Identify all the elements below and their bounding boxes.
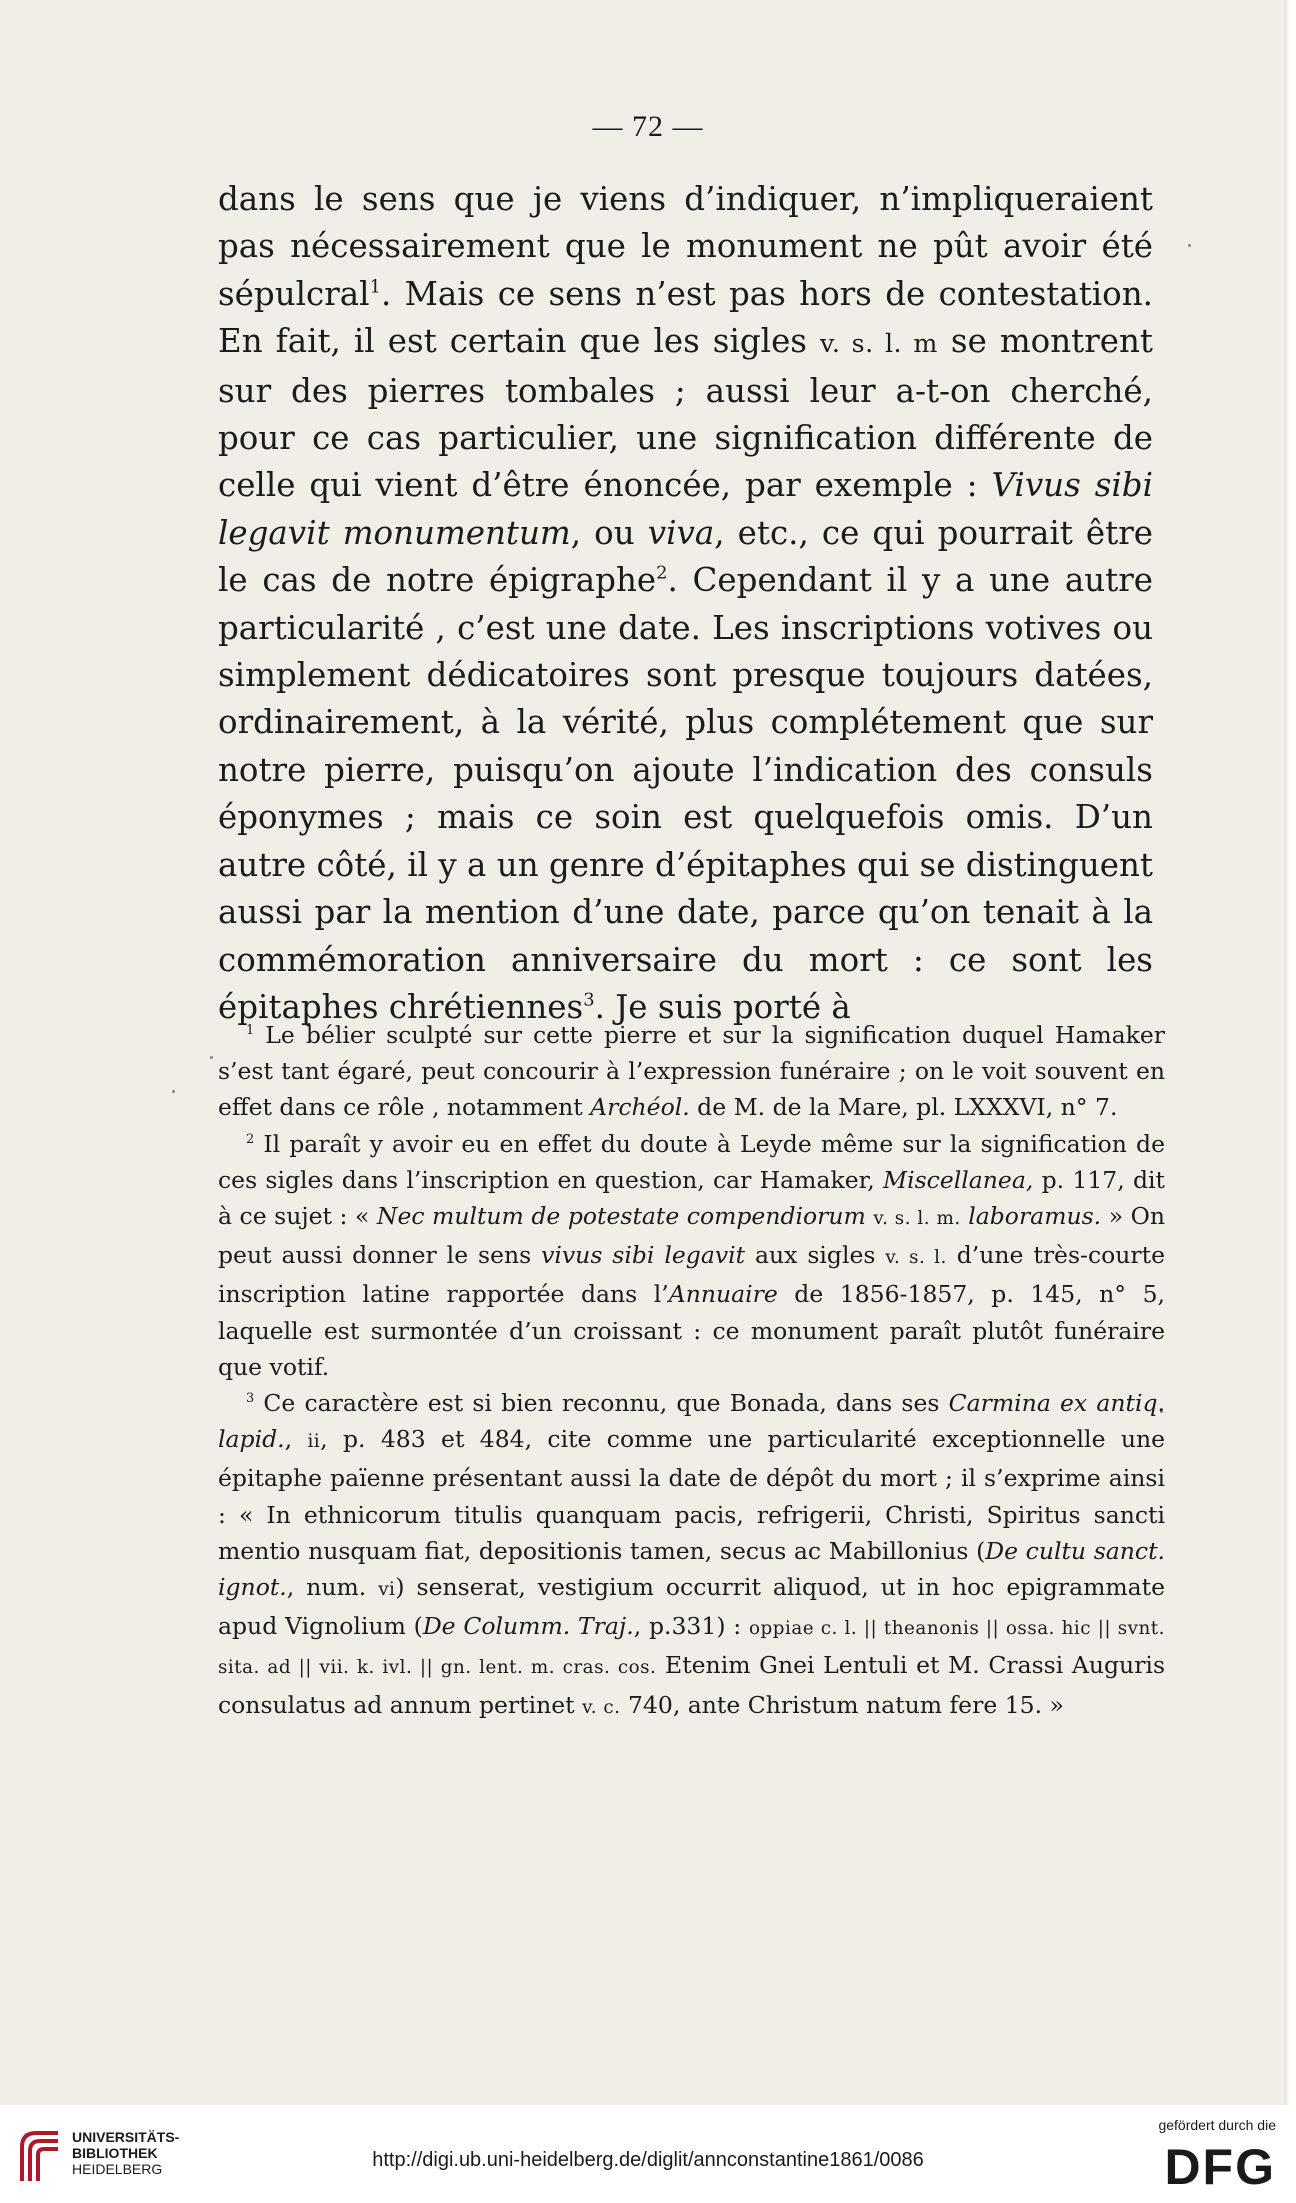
scan-speck: [172, 1090, 175, 1093]
footnote-1: $^1$ Le bélier sculpté sur cette pierre et sur la signification duquel Hamaker s’est tant égaré, peut concourir à l’expression funéraire ; on le voit souvent en effet dans ce rôle , notamment Archéol. de M. de la Mare, pl. LXXXVI, n° 7.: [218, 1021, 1165, 1122]
scan-speck: [1188, 244, 1191, 247]
page-number: — 72 —: [592, 110, 704, 143]
footnote-3: $^3$ Ce caractère est si bien reconnu, que Bonada, dans ses Carmina ex antiq. lapid., ii, p. 483 et 484, cite comme une particularité exceptionnelle une épitaphe païenne présentant aussi la date de dépôt du mort ; il s’exprime ainsi : « In ethnicorum titulis quanquam pacis, refrigerii, Christi, Spiritus sancti mentio nusquam fiat, depositionis tamen, secus ac Mabillonius (De cultu sanct. ignot., num. vi) senserat, vestigium occurrit aliquod, ut in hoc epigrammate apud Vignolium (De Columm. Traj., p.331) : oppiae c. l. || theanonis || ossa. hic || svnt. sita. ad || vii. k. ivl. || gn. lent. m. cras. cos. Etenim Gnei Lentuli et M. Crassi Auguris consulatus ad annum pertinet v. c. 740, ante Christum natum fere 15. »: [218, 1389, 1166, 1719]
page-edge: [1284, 0, 1290, 2105]
footnote-marker: 1: [246, 1022, 255, 1038]
footer-bar: [0, 2105, 1296, 2203]
body-paragraph: dans le sens que je viens d’indiquer, n’impliqueraient pas nécessairement que le monument ne pût avoir été sépulcral$^1$. Mais ce sens n’est pas hors de contestation. En fait, il est certain que les sigles v. s. l. m se montrent sur des pierres tombales ; aussi leur a-t-on cherché, pour ce cas particulier, une signification différente de celle qui vient d’être énoncée, par exemple : Vivus sibi legavit monumentum, ou viva, etc., ce qui pourrait être le cas de notre épigraphe$^2$. Cependant il y a une autre particularité , c’est une date. Les inscriptions votives ou simplement dédicatoires sont presque toujours datées, ordinairement, à la vérité, plus complétement que sur notre pierre, puisqu’on ajoute l’indication des consuls éponymes ; mais ce soin est quelquefois omis. D’un autre côté, il y a un genre d’épitaphes qui se distinguent aussi par la mention d’une date, parce qu’on tenait à la commémoration anniversaire du mort : ce sont les épitaphes chrétiennes$^3$. Je suis porté à: [218, 180, 1153, 1026]
footnote-ref[interactable]: 3: [583, 989, 595, 1011]
source-url-link[interactable]: http://digi.ub.uni-heidelberg.de/diglit/annconstantine1861/0086: [372, 2149, 924, 2171]
footnote-2: $^2$ Il paraît y avoir eu en effet du doute à Leyde même sur la signification de ces sigles dans l’inscription en question, car Hamaker, Miscellanea, p. 117, dit à ce sujet : « Nec multum de potestate compendiorum v. s. l. m. laboramus. » On peut aussi donner le sens vivus sibi legavit aux sigles v. s. l. d’une très-courte inscription latine rapportée dans l’Annuaire de 1856-1857, p. 145, n° 5, laquelle est surmontée d’un croissant : ce monument paraît plutôt funéraire que votif.: [218, 1129, 1166, 1381]
footnote-marker: 2: [246, 1131, 255, 1147]
sponsor-label: gefördert durch die: [1158, 2117, 1276, 2133]
footnote-ref[interactable]: 1: [369, 276, 381, 298]
scan-speck: [210, 1056, 213, 1059]
dfg-logo: DFG: [1164, 2139, 1276, 2195]
footnote-ref[interactable]: 2: [656, 562, 668, 584]
body-text: [218, 176, 1153, 1031]
footnote-marker: 3: [246, 1390, 255, 1406]
university-library-name: UNIVERSITÄTS- BIBLIOTHEK HEIDELBERG: [72, 2129, 180, 2177]
footnotes: [218, 1017, 1165, 1726]
